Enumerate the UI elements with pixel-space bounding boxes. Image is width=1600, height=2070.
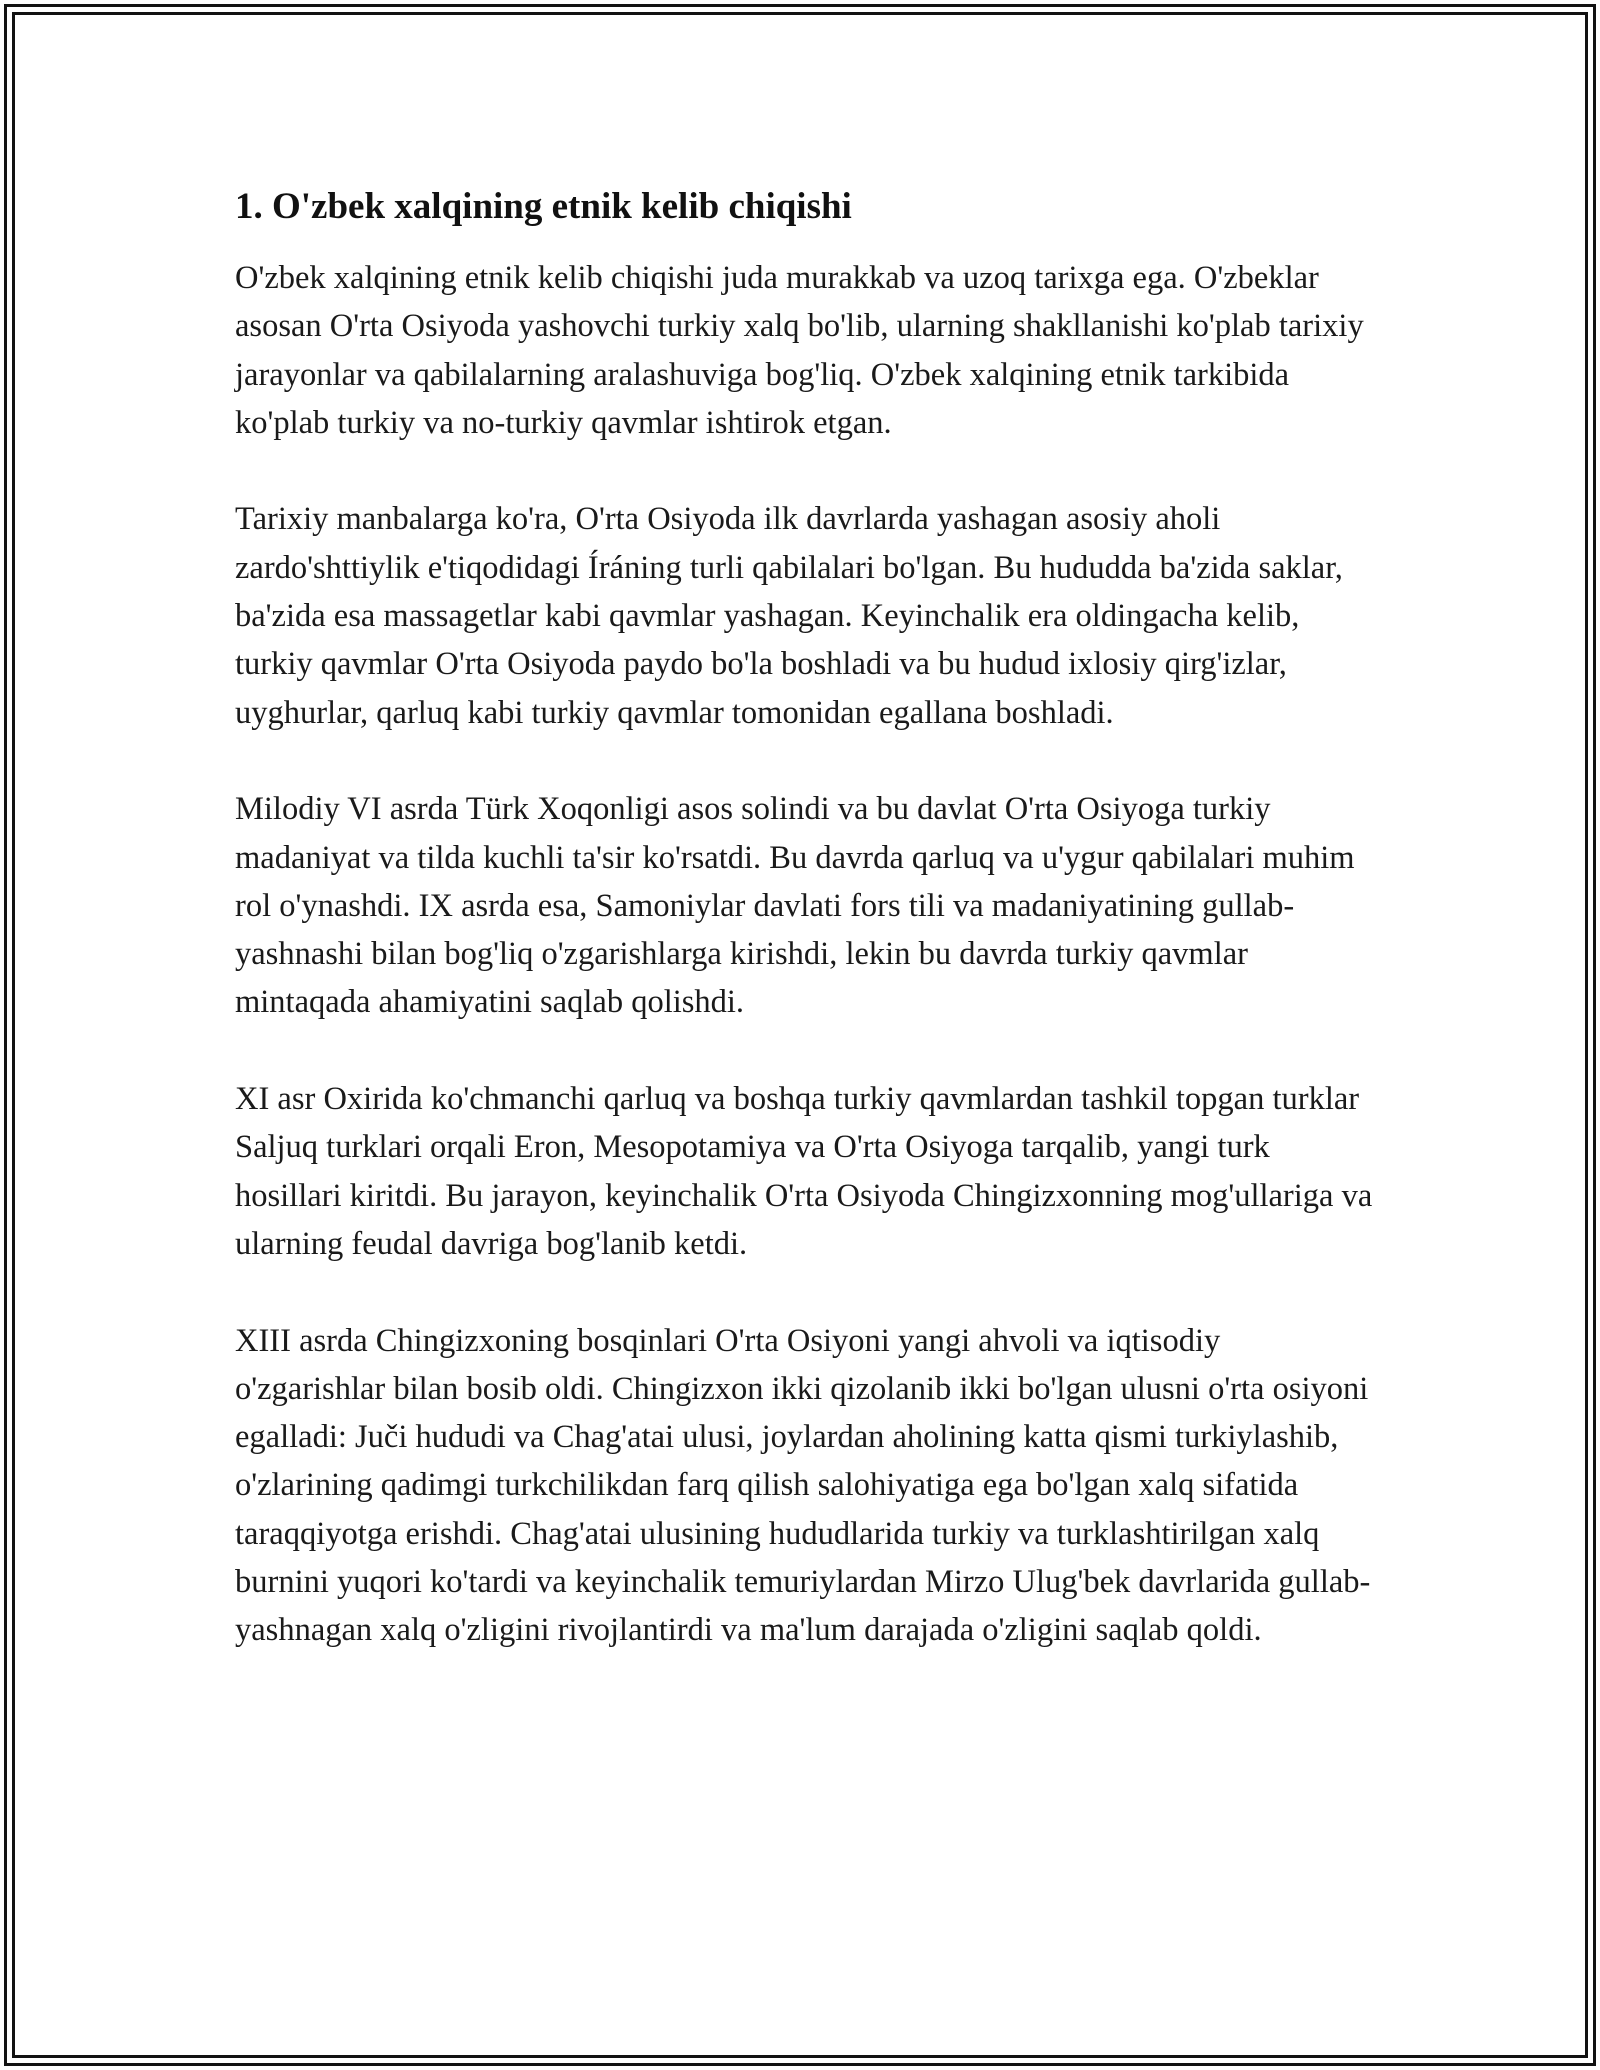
- document-body: [235, 185, 1375, 1703]
- paragraph-5: XIII asrda Chingizxoning bosqinlari O'rta Osiyoni yangi ahvoli va iqtisodiy o'zgarishlar bilan bosib oldi. Chingizxon ikki qizolanib ikki bo'lgan ulusni o'rta osiyoni egalladi: Juči hududi va Chag'atai ulusi, joylardan aholining katta qismi turkiylashib, o'zlarining qadimgi turkchilikdan farq qilish salohiyatiga ega bo'lgan xalq sifatida taraqqiyotga erishdi. Chag'atai ulusining hududlarida turkiy va turklashtirilgan xalq burnini yuqori ko'tardi va keyinchalik temuriylardan Mirzo Ulug'bek davrlarida gullab-yashnagan xalq o'zligini rivojlantirdi va ma'lum darajada o'zligini saqlab qoldi.: [235, 1322, 1371, 1649]
- section-heading: 1. O'zbek xalqining etnik kelib chiqishi: [235, 186, 852, 227]
- paragraph-1: O'zbek xalqining etnik kelib chiqishi juda murakkab va uzoq tarixga ega. O'zbeklar asosan O'rta Osiyoda yashovchi turkiy xalq bo'lib, ularning shakllanishi ko'plab tarixiy jarayonlar va qabilalarning aralashuviga bog'liq. O'zbek xalqining etnik tarkibida ko'plab turkiy va no-turkiy qavmlar ishtirok etgan.: [235, 260, 1364, 441]
- paragraph-4: XI asr Oxirida ko'chmanchi qarluq va boshqa turkiy qavmlardan tashkil topgan turklar Saljuq turklari orqali Eron, Mesopotamiya va O'rta Osiyoga tarqalib, yangi turk hosillari kiritdi. Bu jarayon, keyinchalik O'rta Osiyoda Chingizxonning mog'ullariga va ularning feudal davriga bog'lanib ketdi.: [235, 1081, 1373, 1262]
- paragraph-3: Milodiy VI asrda Türk Xoqonligi asos solindi va bu davlat O'rta Osiyoga turkiy madaniyat va tilda kuchli ta'sir ko'rsatdi. Bu davrda qarluq va u'ygur qabilalari muhim rol o'ynashdi. IX asrda esa, Samoniylar davlati fors tili va madaniyatining gullab-yashnashi bilan bog'liq o'zgarishlarga kirishdi, lekin bu davrda turkiy qavmlar mintaqada ahamiyatini saqlab qolishdi.: [235, 791, 1355, 1021]
- paragraph-2: Tarixiy manbalarga ko'ra, O'rta Osiyoda ilk davrlarda yashagan asosiy aholi zardo'shttiylik e'tiqodidagi Íráning turli qabilalari bo'lgan. Bu hududda ba'zida saklar, ba'zida esa massagetlar kabi qavmlar yashagan. Keyinchalik era oldingacha kelib, turkiy qavmlar O'rta Osiyoda paydo bo'la boshladi va bu hudud ixlosiy qirg'izlar, uyghurlar, qarluq kabi turkiy qavmlar tomonidan egallana boshladi.: [235, 501, 1343, 731]
